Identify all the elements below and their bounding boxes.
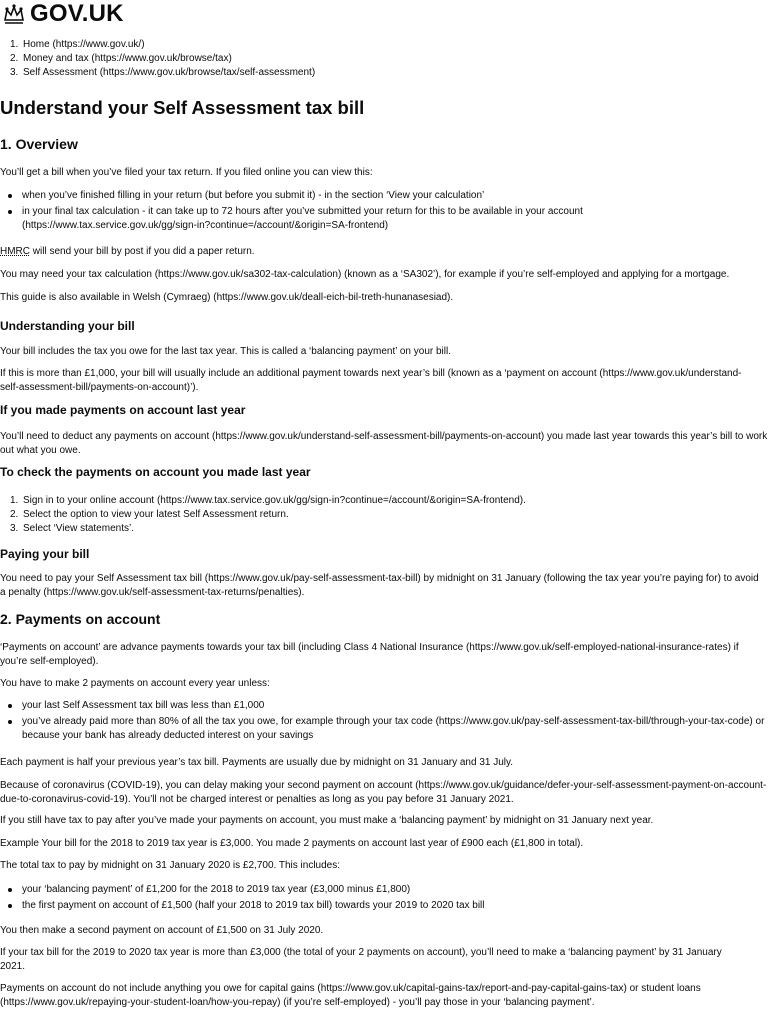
payments-p10: Payments on account do not include anything you owe for capital gains (https://www.gov.uk/capital-gains-tax/report-and-pay-capital-gains-tax) or student loans (https://www.gov.uk/repaying-your-student-loan/how-you-repay) (if you’re self-employed) - you’ll pay those in your ‘balancing payment’. bbox=[0, 983, 701, 1008]
check-steps bbox=[23, 494, 526, 536]
check-heading: To check the payments on account you made last year bbox=[0, 465, 311, 479]
payments-p6: Example Your bill for the 2018 to 2019 tax year is £3,000. You made 2 payments on account last year of £900 each (£1,800 in total). bbox=[0, 838, 584, 849]
payments-p5: If you still have tax to pay after you’ve made your payments on account, you must make a ‘balancing payment’ by midnight on 31 January next year. bbox=[0, 815, 654, 826]
crown-icon bbox=[2, 3, 26, 25]
hmrc-paragraph: HMRC will send your bill by post if you did a paper return. bbox=[0, 246, 255, 257]
breadcrumb bbox=[23, 38, 315, 80]
step-item: 2. Select the option to view your latest Self Assessment return. bbox=[23, 508, 526, 522]
payments-p3: Each payment is half your previous year’s tax bill. Payments are usually due by midnight on 31 January and 31 July. bbox=[0, 757, 514, 768]
payments-p1: ‘Payments on account’ are advance payments towards your tax bill (including Class 4 National Insurance (https://www.gov.uk/self-employed-national-insurance-rates) if you’re self-employed). bbox=[0, 642, 739, 667]
calc-paragraph: You may need your tax calculation (https://www.gov.uk/sa302-tax-calculation) (known as a ‘SA302’), for example if you’re self-employed and applying for a mortgage. bbox=[0, 269, 730, 280]
list-item: you’ve already paid more than 80% of all the tax you owe, for example through your tax code (https://www.gov.uk/pay-self-assessment-tax-bill/through-your-tax-code) or because your bank has already deducted interest on your savings bbox=[22, 716, 765, 741]
payments-heading: 2. Payments on account bbox=[0, 611, 161, 627]
list-item: in your final tax calculation - it can take up to 72 hours after you’ve submitted your return for this to be available in your account (https://www.tax.service.gov.uk/gg/sign-in?continue=/account/&origin=SA-frontend) bbox=[22, 206, 583, 231]
step-item: 3. Select ‘View statements’. bbox=[23, 522, 526, 536]
payments-example-list bbox=[22, 883, 485, 913]
list-item: when you’ve finished filling in your return (but before you submit it) - in the section ‘View your calculation’ bbox=[22, 189, 583, 203]
understanding-heading: Understanding your bill bbox=[0, 319, 135, 333]
paying-paragraph: You need to pay your Self Assessment tax bill (https://www.gov.uk/pay-self-assessment-tax-bill) by midnight on 31 January (following the tax year you’re paying for) to avoid a penalty (https://www.gov.uk/self-assessment-tax-returns/penalties). bbox=[0, 573, 759, 598]
step-item: 1. Sign in to your online account (https://www.tax.service.gov.uk/gg/sign-in?continue=/account/&origin=SA-frontend). bbox=[23, 494, 526, 508]
govuk-logo[interactable] bbox=[2, 0, 124, 28]
welsh-paragraph: This guide is also available in Welsh (Cymraeg) (https://www.gov.uk/deall-eich-bil-treth-hunanasesiad). bbox=[0, 292, 454, 303]
overview-heading: 1. Overview bbox=[0, 136, 78, 152]
last-year-heading: If you made payments on account last year bbox=[0, 403, 246, 417]
payments-p7: The total tax to pay by midnight on 31 January 2020 is £2,700. This includes: bbox=[0, 860, 341, 871]
payments-p8: You then make a second payment on account of £1,500 on 31 July 2020. bbox=[0, 925, 324, 936]
paying-heading: Paying your bill bbox=[0, 547, 90, 561]
hmrc-abbr: HMRC bbox=[0, 246, 30, 257]
list-item: your ‘balancing payment’ of £1,200 for the 2018 to 2019 tax year (£3,000 minus £1,800) bbox=[22, 883, 485, 897]
payments-p9: If your tax bill for the 2019 to 2020 tax year is more than £3,000 (the total of your 2 payments on account), you’ll need to make a ‘balancing payment’ by 31 January 2021. bbox=[0, 947, 722, 972]
payments-p2: You have to make 2 payments on account every year unless: bbox=[0, 678, 270, 689]
last-year-paragraph: You’ll need to deduct any payments on account (https://www.gov.uk/understand-self-assessment-bill/payments-on-account) you made last year towards this year’s bill to work out what you owe. bbox=[0, 431, 768, 456]
logo-text: GOV.UK bbox=[30, 0, 124, 27]
overview-intro: You’ll get a bill when you’ve filed your tax return. If you filed online you can view this: bbox=[0, 167, 373, 178]
page-title: Understand your Self Assessment tax bill bbox=[0, 97, 365, 118]
account-link[interactable]: (https://www.tax.service.gov.uk/gg/sign-in?continue=/account/&origin=SA-frontend) bbox=[22, 220, 389, 231]
breadcrumb-home[interactable]: 1. Home (https://www.gov.uk/) bbox=[23, 38, 315, 52]
payments-list bbox=[22, 699, 764, 743]
overview-list bbox=[22, 189, 583, 233]
breadcrumb-self-assessment[interactable]: 3. Self Assessment (https://www.gov.uk/browse/tax/self-assessment) bbox=[23, 66, 315, 80]
list-item: the first payment on account of £1,500 (half your 2018 to 2019 tax bill) towards your 2019 to 2020 tax bill bbox=[22, 900, 485, 911]
understanding-p1: Your bill includes the tax you owe for the last tax year. This is called a ‘balancing payment’ on your bill. bbox=[0, 346, 451, 357]
understanding-p2: If this is more than £1,000, your bill will usually include an additional payment towards next year’s bill (known as a ‘payment on account (https://www.gov.uk/understand- self-assessment-bill/payments-on-account)’). bbox=[0, 368, 742, 393]
breadcrumb-money-and-tax[interactable]: 2. Money and tax (https://www.gov.uk/browse/tax) bbox=[23, 52, 315, 66]
payments-p4: Because of coronavirus (COVID-19), you can delay making your second payment on account (https://www.gov.uk/guidance/defer-your-self-assessment-payment-on-account- due-to-coronavirus-covid-19). You’ll not be charged interest or penalties as long as you pay before 31 January 2021. bbox=[0, 780, 767, 805]
list-item: your last Self Assessment tax bill was less than £1,000 bbox=[22, 699, 764, 713]
